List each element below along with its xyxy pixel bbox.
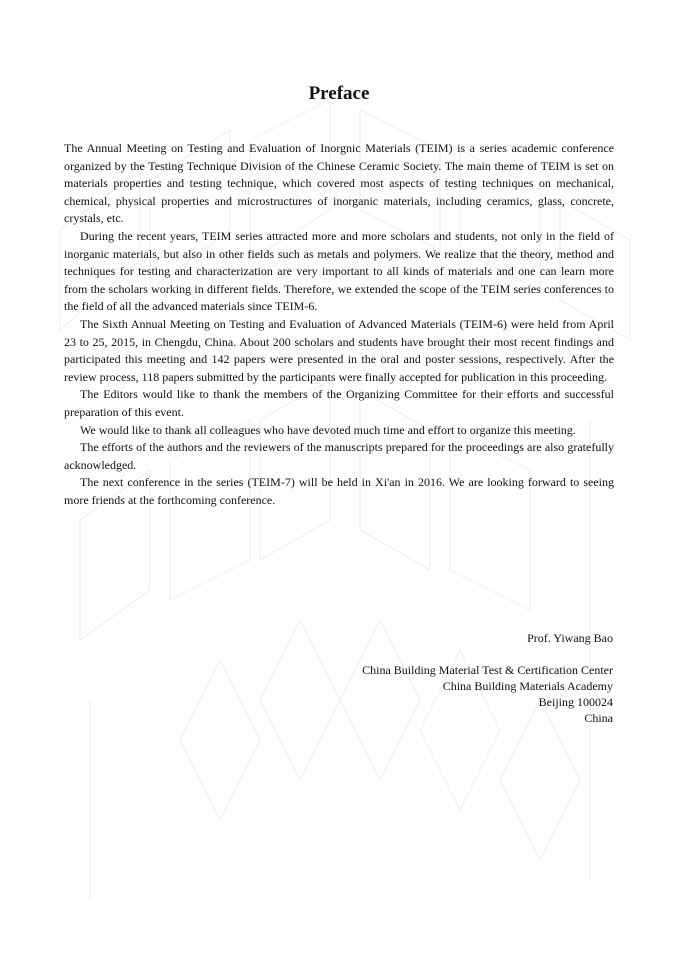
paragraph-next-conference: The next conference in the series (TEIM-7) will be held in Xi'an in 2016. We are looking forward to seeing more friends at the forthcoming conference. — [64, 475, 614, 507]
paragraph-thanks-committee: The Editors would like to thank the members of the Organizing Committee for their efforts and successful preparation of this event. — [64, 387, 614, 419]
affiliation-academy: China Building Materials Academy — [442, 679, 613, 693]
affiliation-city: Beijing 100024 — [538, 695, 613, 709]
page-title: Preface — [308, 83, 370, 104]
signature-name: Prof. Yiwang Bao — [527, 631, 613, 645]
paragraph-acknowledgement: The efforts of the authors and the reviewers of the manuscripts prepared for the proceedings are also gratefully acknowledged. — [64, 440, 614, 472]
paragraph-meeting: The Sixth Annual Meeting on Testing and Evaluation of Advanced Materials (TEIM-6) were held from April 23 to 25, 2015, in Chengdu, China. About 200 scholars and students have brought their most recent findings and participated this meeting and 142 papers were presented in the oral and poster sessions, respectively. After the review process, 118 papers submitted by the participants were finally accepted for publication in this proceeding. — [64, 316, 614, 384]
paragraph-thanks-colleagues: We would like to thank all colleagues who have devoted much time and effort to organize this meeting. — [80, 422, 576, 437]
paragraph-intro: The Annual Meeting on Testing and Evaluation of Inorgnic Materials (TEIM) is a series academic conference organized by the Testing Technique Division of the Chinese Ceramic Society. The main theme of TEIM is set on materials properties and testing technique, which covered most aspects of testing techniques on mechanical, chemical, physical properties and microstructures of inorganic materials, including ceramics, glass, concrete, crystals, etc. — [64, 141, 614, 226]
signature-affiliation — [362, 662, 613, 726]
affiliation-center: China Building Material Test & Certification Center — [362, 663, 613, 677]
preface-body — [64, 140, 614, 509]
paragraph-scope: During the recent years, TEIM series attracted more and more scholars and students, not only in the field of inorganic materials, but also in other fields such as metals and polymers. We realize that the theory, method and techniques for testing and characterization are very important to all kinds of materials and one can learn more from the scholars working in different fields. Therefore, we extended the scope of the TEIM series conferences to the field of all the advanced materials since TEIM-6. — [64, 228, 614, 314]
affiliation-country: China — [584, 711, 613, 725]
